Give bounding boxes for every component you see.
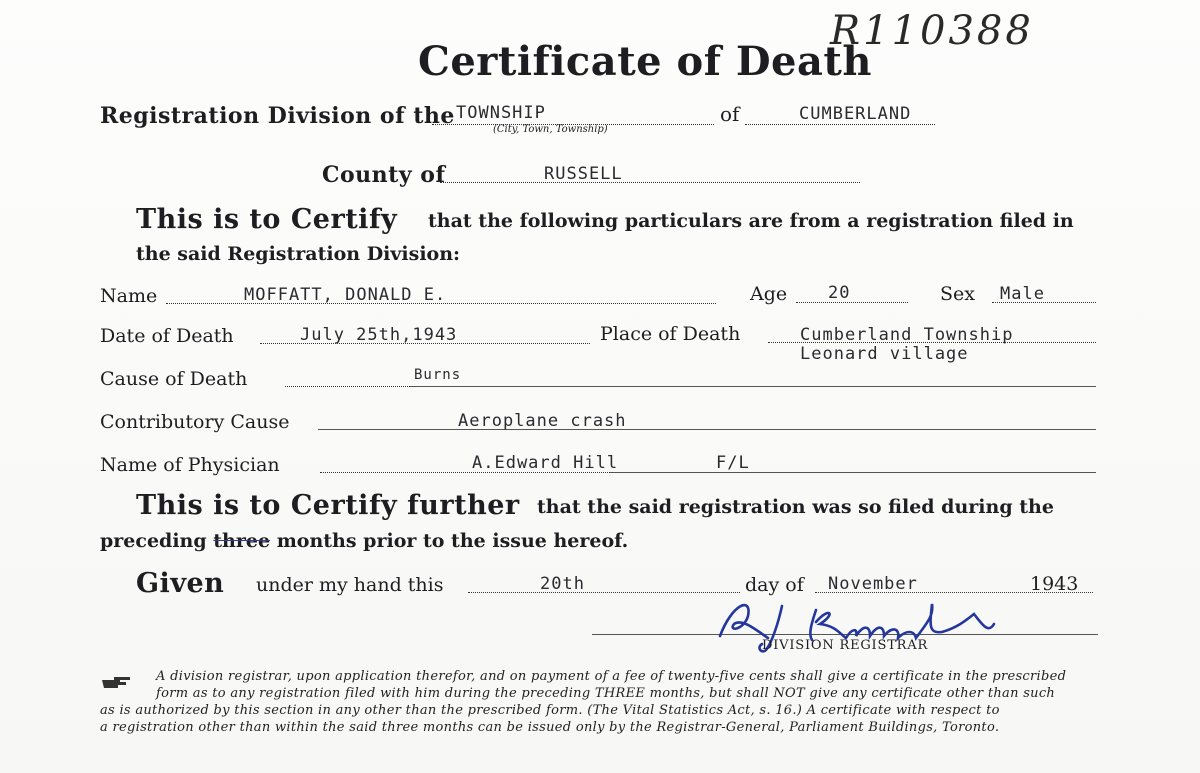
age: 20 bbox=[828, 283, 851, 303]
date-of-death-label: Date of Death bbox=[100, 325, 234, 347]
age-line bbox=[796, 302, 908, 303]
further-text-preceding: preceding bbox=[100, 530, 207, 552]
physician-line bbox=[610, 472, 1096, 473]
pointing-hand-icon bbox=[100, 672, 134, 692]
physician-name: A.Edward Hill bbox=[472, 453, 619, 473]
division-type: TOWNSHIP bbox=[456, 103, 546, 123]
certify-text-1: that the following particulars are from a registration filed in bbox=[428, 210, 1074, 232]
given-text: under my hand this bbox=[256, 574, 444, 596]
certificate-title: Certificate of Death bbox=[418, 38, 872, 85]
cause-dotted-line bbox=[285, 386, 410, 387]
of-label: of bbox=[720, 102, 740, 126]
footnote-line-1: A division registrar, upon application therefor, and on payment of a fee of twenty-five cents shall give a certificate in the prescribed bbox=[156, 669, 1067, 684]
contributory-line bbox=[318, 429, 1096, 430]
age-label: Age bbox=[750, 283, 788, 305]
cause-of-death-label: Cause of Death bbox=[100, 368, 248, 390]
county-label: County of bbox=[322, 162, 446, 188]
cause-line bbox=[410, 386, 1096, 387]
physician-label: Name of Physician bbox=[100, 454, 280, 476]
division-type-hint: (City, Town, Township) bbox=[493, 124, 608, 135]
day-of-label: day of bbox=[745, 574, 804, 596]
sex: Male bbox=[1000, 284, 1045, 304]
deceased-name: MOFFATT, DONALD E. bbox=[244, 285, 447, 305]
footnote-line-4: a registration other than within the said three months can be issued only by the Registrar-General, Parliament Buildings, Toronto. bbox=[100, 720, 1000, 735]
registration-number: R110388 bbox=[830, 8, 1034, 54]
further-text-1: that the said registration was so filed during the bbox=[537, 496, 1054, 518]
given-day-line bbox=[468, 592, 740, 593]
name-label: Name bbox=[100, 285, 158, 307]
contributory-cause-label: Contributory Cause bbox=[100, 411, 290, 433]
division-name: CUMBERLAND bbox=[799, 104, 912, 124]
county: RUSSELL bbox=[544, 164, 623, 184]
place-of-death-line-1: Cumberland Township bbox=[800, 325, 1014, 345]
division-name-line bbox=[745, 124, 935, 125]
physician-suffix: F/L bbox=[716, 453, 750, 473]
footnote-line-3: as is authorized by this section in any other than the prescribed form. (The Vital Statistics Act, s. 16.) A certificate with respect to bbox=[100, 703, 1000, 718]
given-heading: Given bbox=[136, 568, 225, 599]
further-text-months: months prior to the issue hereof. bbox=[276, 530, 629, 552]
contributory-cause: Aeroplane crash bbox=[458, 411, 627, 431]
registration-division-label: Registration Division of the bbox=[100, 103, 455, 129]
further-heading: This is to Certify further bbox=[136, 490, 520, 521]
footnote-line-2: form as to any registration filed with him during the preceding THREE months, but shall NOT give any certificate other than such bbox=[156, 686, 1056, 701]
given-month: November bbox=[828, 574, 918, 594]
place-of-death-line-2: Leonard village bbox=[800, 344, 969, 364]
date-of-death: July 25th,1943 bbox=[300, 325, 458, 345]
county-line bbox=[440, 182, 860, 183]
certify-heading: This is to Certify bbox=[136, 204, 398, 235]
registrar-title: DIVISION REGISTRAR bbox=[762, 638, 929, 653]
given-day: 20th bbox=[540, 574, 585, 594]
further-text-2 bbox=[100, 530, 628, 552]
further-text-three-struck: three bbox=[213, 530, 271, 552]
sex-label: Sex bbox=[940, 283, 975, 305]
certify-text-2: the said Registration Division: bbox=[136, 243, 461, 265]
given-year: 1943 bbox=[1030, 573, 1079, 595]
cause-of-death: Burns bbox=[414, 367, 462, 383]
place-of-death-label: Place of Death bbox=[600, 323, 741, 345]
